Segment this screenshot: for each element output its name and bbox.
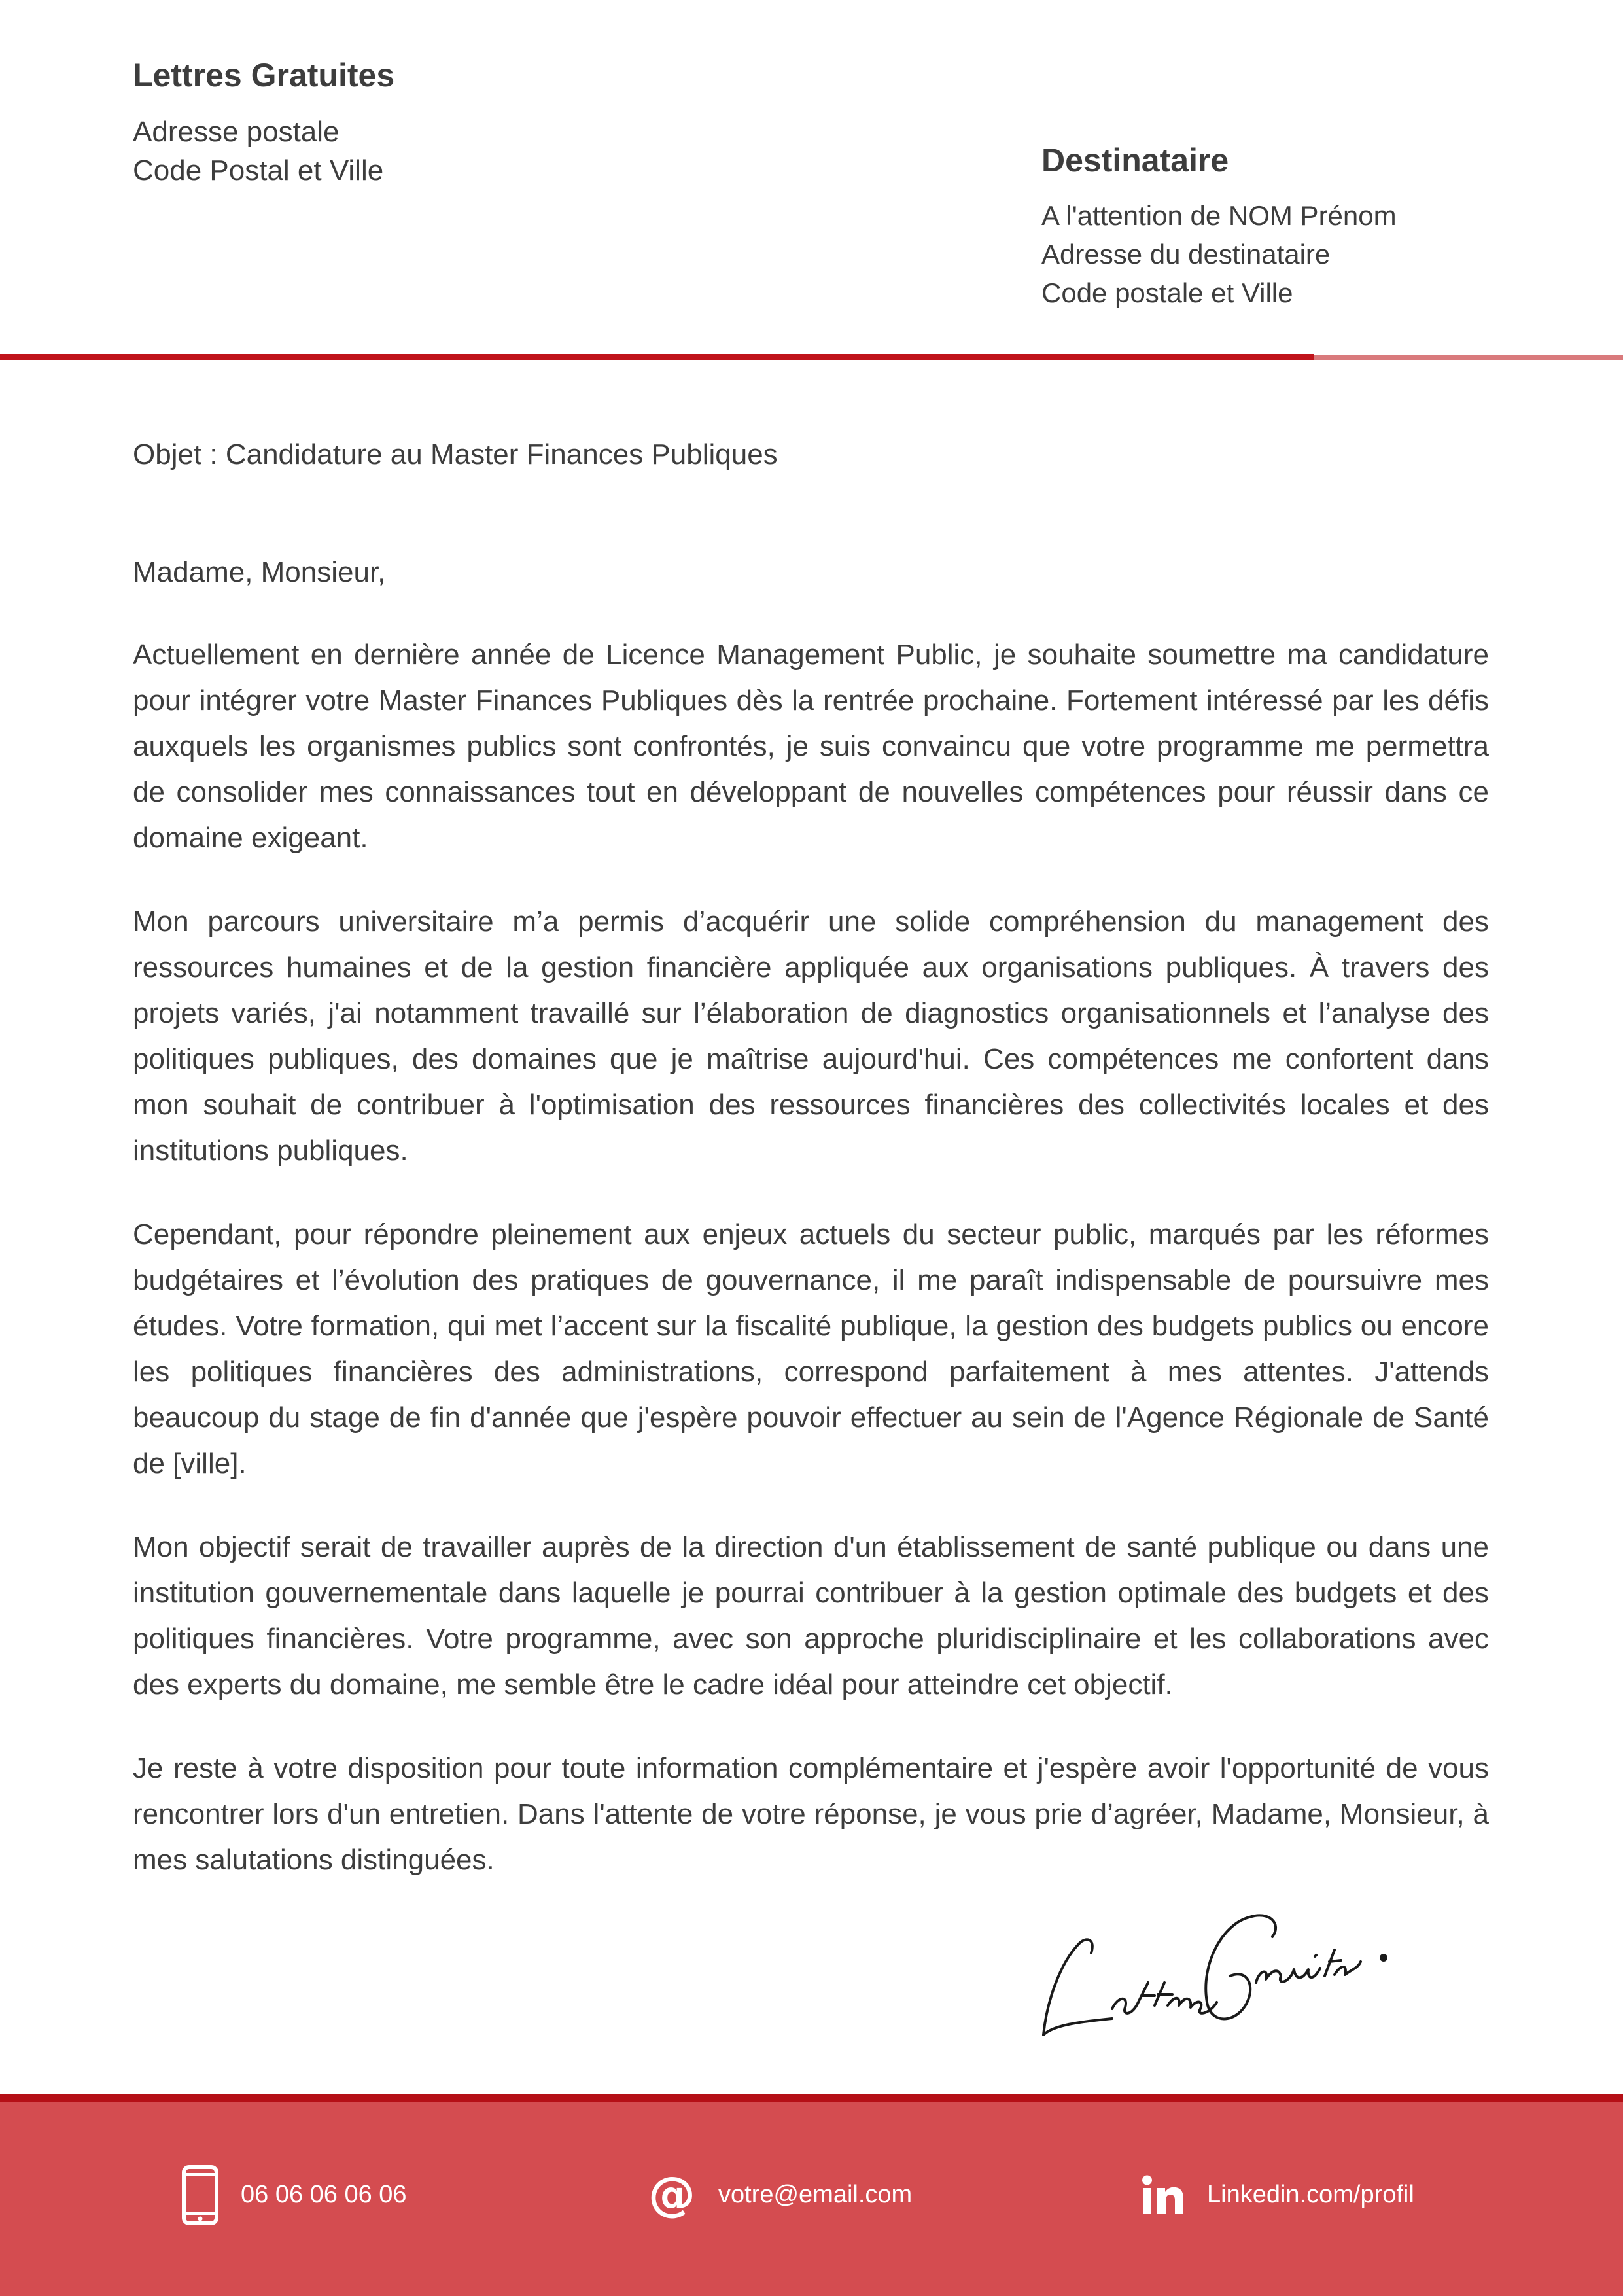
- sender-city: Code Postal et Ville: [133, 154, 384, 186]
- svg-text:@: @: [648, 2170, 695, 2219]
- footer-phone: [182, 2094, 407, 2296]
- sender-name: Lettres Gratuites: [133, 57, 395, 94]
- letter-paragraph: Mon parcours universitaire m’a permis d’acquérir une solide compréhension du management des ressources humaines et de la gestion financière appliquée aux organisations publiques. À travers des projets variés, j'ai notamment travaillé sur l’élaboration de diagnostics organisationnels et l’analyse des politiques publiques, des domaines que je maîtrise aujourd'hui. Ces compétences me confortent dans mon souhait de contribuer à l'optimisation des ressources financières des collectivités locales et des institutions publiques.: [133, 906, 1489, 1167]
- recipient-address: Adresse du destinataire: [1041, 239, 1331, 270]
- at-icon: [648, 2171, 696, 2219]
- letter-body: [133, 632, 1489, 1921]
- recipient-city: Code postale et Ville: [1041, 277, 1293, 308]
- letter-paragraph: Mon objectif serait de travailler auprès de la direction d'un établissement de santé publique ou dans une institution gouvernementale dans laquelle je pourrai contribuer à la gestion optimale des budgets et des politiques financières. Votre programme, avec son approche pluridisciplinaire et les collaborations avec des experts du domaine, me semble être le cadre idéal pour atteindre cet objectif.: [133, 1531, 1489, 1701]
- letter-salutation: Madame, Monsieur,: [133, 556, 386, 588]
- sender-address: Adresse postale: [133, 116, 340, 148]
- recipient-attention: A l'attention de NOM Prénom: [1041, 200, 1397, 231]
- header-divider-accent: [1314, 355, 1623, 360]
- phone-icon: [182, 2165, 218, 2225]
- phone-number[interactable]: 06 06 06 06 06: [241, 2181, 407, 2208]
- footer-linkedin: [1142, 2094, 1414, 2296]
- letter-paragraph: Actuellement en dernière année de Licence Management Public, je souhaite soumettre ma candidature pour intégrer votre Master Finances Publiques dès la rentrée prochaine. Fortement intéressé par les défis auxquels les organismes publics sont confrontés, je suis convaincu que votre programme me permettra de consolider mes connaissances tout en développant de nouvelles compétences pour réussir dans ce domaine exigeant.: [133, 639, 1489, 854]
- linkedin-url[interactable]: Linkedin.com/profil: [1207, 2181, 1414, 2208]
- letter-paragraph: Je reste à votre disposition pour toute information complémentaire et j'espère avoir l'opportunité de vous rencontrer lors d'un entretien. Dans l'attente de votre réponse, je vous prie d’agréer, Madame, Monsieur, à mes salutations distinguées.: [133, 1752, 1489, 1876]
- handwritten-signature: [1034, 1891, 1400, 2048]
- recipient-title: Destinataire: [1041, 142, 1229, 179]
- recipient-block: [1041, 137, 1397, 312]
- header-divider: [0, 354, 1314, 360]
- sender-block: [133, 52, 394, 190]
- email-address[interactable]: votre@email.com: [718, 2181, 913, 2208]
- footer-email: [648, 2094, 912, 2296]
- letter-paragraph: Cependant, pour répondre pleinement aux enjeux actuels du secteur public, marqués par les réformes budgétaires et l’évolution des pratiques de gouvernance, il me paraît indispensable de poursuivre mes études. Votre formation, qui met l’accent sur la fiscalité publique, la gestion des budgets publics ou encore les politiques financières des administrations, correspond parfaitement à mes attentes. J'attends beaucoup du stage de fin d'année que j'espère pouvoir effectuer au sein de l'Agence Régionale de Santé de [ville].: [133, 1218, 1489, 1479]
- letter-subject: Objet : Candidature au Master Finances Publiques: [133, 438, 778, 470]
- linkedin-icon: [1142, 2175, 1185, 2216]
- footer: [0, 2094, 1623, 2296]
